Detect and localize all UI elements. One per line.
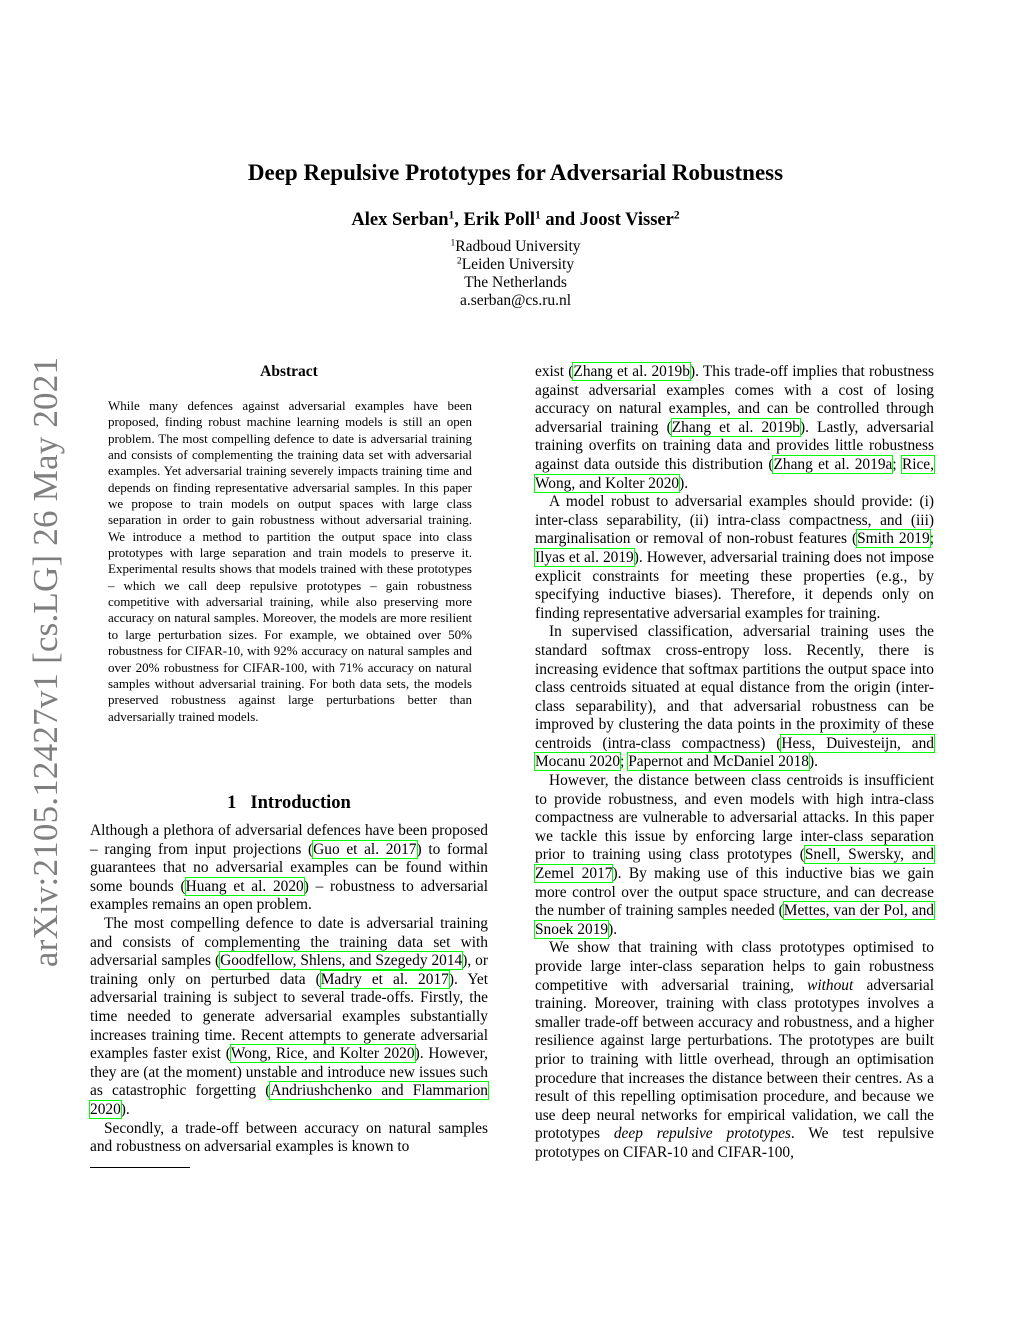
author-affiliation-mark: 1 — [534, 209, 541, 222]
affiliation-line — [0, 274, 1024, 292]
citation-link[interactable]: Goodfellow, Shlens, and Szegedy 2014 — [220, 952, 463, 970]
citation-link[interactable]: Madry et al. 2017 — [320, 970, 449, 988]
author-name: Alex Serban — [351, 210, 449, 230]
section-heading-introduction — [90, 793, 488, 814]
text-run: ) to formal guarantees that no adversarial examples can be found within some bounds ( — [90, 840, 488, 895]
body-paragraph — [535, 363, 934, 493]
text-run: A model robust to adversarial examples should provide: (i) inter-class separability, (ii) intra-class compactness, and (iii) marginalisation or removal of non-robust features ( — [535, 493, 934, 548]
section-title: Introduction — [250, 793, 351, 813]
text-run: ) – robustness to adversarial examples remains an open problem. — [90, 877, 489, 914]
text-run: . We test repulsive prototypes on CIFAR-10 and CIFAR-100, — [535, 1125, 935, 1161]
affiliation-text: The Netherlands — [464, 274, 567, 291]
text-run: ). However, adversarial training does not impose explicit constraints for meeting these properties (e.g., by specifying inductive biases). Therefore, it depends only on finding representative adversarial examples for training. — [535, 548, 934, 622]
arxiv-identifier: arXiv:2105.12427v1 [cs.LG] 26 May 2021 — [26, 356, 65, 968]
citation-link[interactable]: Zhang et al. 2019b — [573, 363, 690, 380]
text-run: ). — [679, 474, 689, 492]
body-paragraph — [535, 623, 934, 772]
author-affiliation-mark: 2 — [673, 209, 680, 222]
affiliation-line — [0, 256, 1024, 274]
abstract-text: While many defences against adversarial examples have been proposed, finding robust machine learning models is still an open problem. The most compelling defence to date is adversarial training and consists of complementing the training data set with adversarial examples. Yet adversarial training severely impacts training time and depends on finding representative adversarial samples. In this paper we propose to train models on output spaces with large class separation in order to gain robustness without adversarial training. We introduce a method to partition the output space into class prototypes with large separation and train models to preserve it. Experimental results shows that models trained with these prototypes – which we call deep repulsive prototypes – gain robustness competitive with adversarial training, while also preserving more accuracy on natural samples. Moreover, the models are more resilient to large perturbation sizes. For example, we obtained over 50% robustness for CIFAR-10, with 92% accuracy on natural samples and over 20% robustness for CIFAR-100, with 71% accuracy on natural samples without adversarial training. For both data sets, the models preserved robustness against large perturbations better than adversarially trained models. — [108, 398, 472, 724]
text-run: Secondly, a trade-off between accuracy on natural samples and robustness on adversarial examples is known to — [90, 1119, 488, 1156]
text-run: ). — [808, 753, 818, 771]
author-list: Alex Serban$^1$, Erik Poll$^1$ and Joost Visser$^2$ — [351, 209, 680, 230]
body-paragraph — [535, 939, 934, 1162]
affiliation-line — [0, 238, 1024, 256]
citation-link[interactable]: Papernot and McDaniel 2018 — [628, 753, 809, 771]
citation-link[interactable]: Hess, Duivesteijn, and Mocanu 2020 — [535, 734, 934, 771]
citation-link[interactable]: Wong, Rice, and Kolter 2020 — [230, 1045, 415, 1063]
text-run: The most compelling defence to date is adversarial training and consists of complementing the training data set with adversarial samples ( — [90, 914, 488, 970]
affiliation-line — [0, 292, 1024, 310]
author-affiliation-mark: 1 — [448, 209, 455, 222]
text-run: ). — [120, 1100, 130, 1118]
citation-link[interactable]: Smith 2019 — [857, 530, 930, 548]
author-name: Joost Visser — [579, 210, 674, 230]
affiliation-mark: 2 — [456, 255, 462, 267]
affiliation-text: a.serban@cs.ru.nl — [459, 292, 572, 309]
abstract-heading: Abstract — [260, 363, 318, 380]
body-paragraph — [90, 915, 488, 1120]
text-run: ). This trade-off implies that robustness against adversarial examples comes with a cost of losing accuracy on natural examples, and can be controlled through adversarial training ( — [535, 363, 934, 436]
section-number: 1 — [227, 793, 237, 813]
citation-link[interactable]: Guo et al. 2017 — [313, 840, 417, 858]
citation-link[interactable]: Mettes, van der Pol, and Snoek 2019 — [535, 902, 934, 938]
footnote-rule — [90, 1167, 190, 1168]
citation-link[interactable]: Andriushchenko and Flammarion 2020 — [90, 1082, 488, 1118]
text-run: ). — [608, 920, 618, 938]
citation-link[interactable]: Zhang et al. 2019a — [773, 455, 893, 473]
text-run: ). By making use of this inductive bias we gain more control over the output space structure, and can decrease the number of training samples needed ( — [535, 865, 934, 920]
emphasis-text: deep repulsive prototypes — [613, 1125, 791, 1143]
citation-link[interactable]: Rice, Wong, and Kolter 2020 — [535, 455, 934, 492]
text-run: ). Lastly, adversarial training overfits on training data and provides little robustness against data outside this distribution ( — [535, 418, 935, 473]
text-run: ). However, they are (at the moment) unstable and introduce new issues such as catastrophic forgetting ( — [90, 1045, 488, 1100]
author-name: Erik Poll — [463, 210, 535, 230]
left-column-body — [90, 822, 488, 1157]
affiliation-mark: 1 — [450, 237, 456, 249]
affiliations — [0, 238, 1024, 310]
text-run: ). Yet adversarial training is subject to several trade-offs. Firstly, the time needed to generate adversarial examples substantially increases training time. Recent attempts to generate adversarial examples faster exist ( — [90, 970, 489, 1063]
body-paragraph — [535, 772, 934, 939]
affiliation-text: Radboud University — [455, 238, 581, 255]
citation-link[interactable]: Zhang et al. 2019b — [671, 418, 800, 436]
emphasis-text: without — [807, 976, 854, 994]
text-run: In supervised classification, adversarial training uses the standard softmax cross-entropy loss. Recently, there is increasing evidence that softmax partitions the output space into class centroids situated at equal distance from the origin (inter-class separability), and that adversarial robustness can be improved by clustering the data points in the proximity of these centroids (intra-class compactness) ( — [535, 623, 934, 752]
citation-link[interactable]: Ilyas et al. 2019 — [535, 548, 634, 566]
paper-title: Deep Repulsive Prototypes for Adversarial Robustness — [247, 160, 784, 185]
text-run: ; — [929, 530, 934, 548]
right-column-body — [535, 363, 934, 1163]
text-run: exist ( — [535, 363, 574, 380]
text-run: ; — [620, 753, 629, 771]
body-paragraph — [90, 1120, 488, 1157]
body-paragraph — [535, 493, 934, 623]
text-run: However, the distance between class centroids is insufficient to provide robustness, and even models with high intra-class compactness are vulnerable to adversarial attacks. In this paper we tackle this issue by enforcing large inter-class separation prior to training using class prototypes ( — [535, 772, 934, 864]
text-run: ), or training only on perturbed data ( — [90, 952, 488, 988]
citation-link[interactable]: Snell, Swersky, and Zemel 2017 — [535, 846, 934, 883]
text-run: Although a plethora of adversarial defences have been proposed – ranging from input projections ( — [90, 822, 488, 858]
text-run: We show that training with class prototypes optimised to provide large inter-class separation helps to gain robustness competitive with adversarial training, — [535, 939, 934, 994]
body-paragraph — [90, 822, 488, 915]
citation-link[interactable]: Huang et al. 2020 — [185, 877, 304, 895]
affiliation-text: Leiden University — [461, 256, 575, 273]
text-run: ; — [892, 455, 902, 473]
text-run: adversarial training. Moreover, training with class prototypes involves a smaller trade-off between accuracy and robustness, and a higher resilience against large perturbations. The prototypes are built prior to training with little overhead, through an optimisation procedure that increases the distance between their centres. As a result of this repelling optimisation procedure, and because we use deep neural networks for empirical validation, we call the prototypes — [535, 976, 934, 1143]
